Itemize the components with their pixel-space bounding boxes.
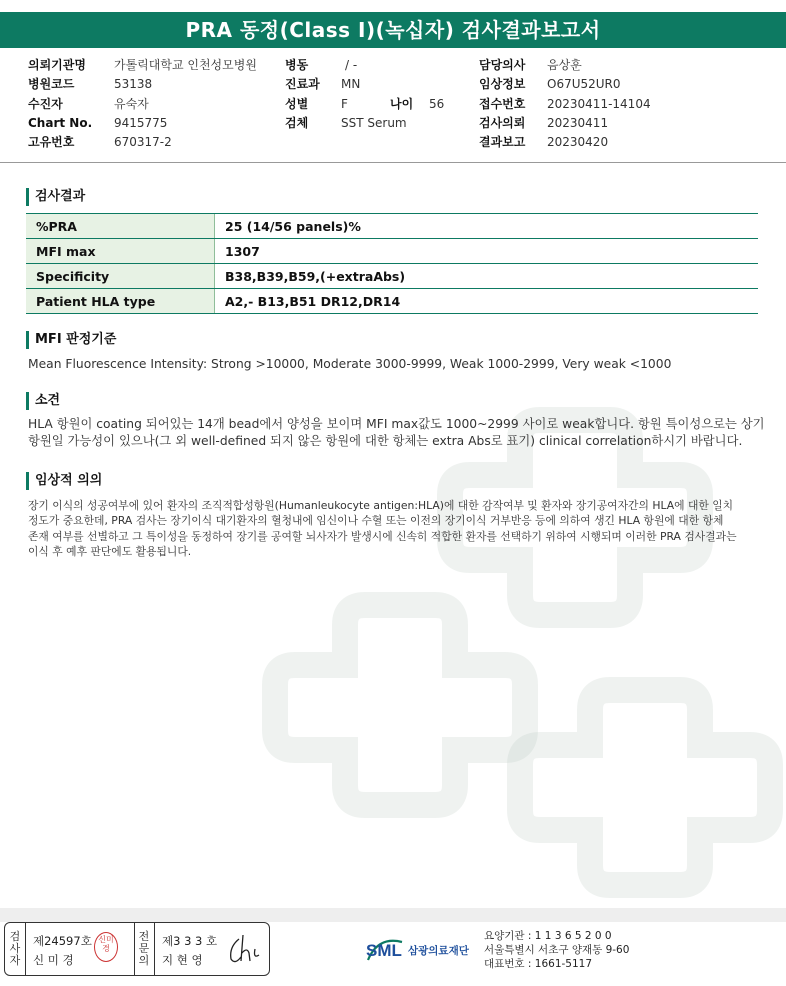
label-char: 사 — [9, 942, 21, 955]
header-value: 가톨릭대학교 인천성모병원 — [114, 58, 257, 72]
signature-box — [4, 922, 270, 976]
signature-divider — [134, 923, 135, 975]
result-value: 25 (14/56 panels)% — [215, 214, 759, 239]
footer-strip — [0, 908, 786, 922]
clinical-line: 장기 이식의 성공여부에 있어 환자의 조직적합성항원(Humanleukocyte antigen:HLA)에 대한 감작여부 및 환자와 장기공여자간의 HLA에 대한 일치 — [28, 499, 734, 512]
header-label: 임상정보 — [479, 77, 526, 92]
header-label: 의뢰기관명 — [28, 58, 86, 72]
mfi-criteria-text: Mean Fluorescence Intensity: Strong >10000, Moderate 3000-9999, Weak 1000-2999, Very weak <1000 — [28, 357, 672, 371]
header-label: Chart No. — [28, 115, 93, 130]
label-char: 검 — [9, 930, 21, 943]
header-label: 담당의사 — [479, 58, 526, 72]
header-value: 53138 — [114, 77, 153, 92]
header-label: 검체 — [285, 115, 309, 130]
section-title-mfi: MFI 판정기준 — [26, 331, 116, 349]
clinical-line: 이식 후 예후 판단에도 활용됩니다. — [28, 545, 192, 559]
seal-text: 신미경 — [98, 935, 114, 953]
result-key: MFI max — [26, 239, 215, 264]
header-label: 수진자 — [28, 96, 63, 111]
header-value: 670317-2 — [114, 135, 172, 150]
header-request-info — [479, 56, 651, 152]
reviewer-name: 지 현 영 — [162, 953, 203, 967]
header-row-clinical-info — [479, 75, 651, 94]
header-label: 결과보고 — [479, 135, 526, 150]
header-value: SST Serum — [341, 115, 407, 130]
org-phone: 대표번호 : 1661-5117 — [484, 958, 593, 970]
clinical-line: 정도가 중요한데, PRA 검사는 장기이식 대기환자의 혈청내에 임신이나 수혈 또는 이전의 장기이식 거부반응 등에 의하여 생긴 HLA 항원에 대한 항체 — [28, 514, 724, 528]
section-title-results: 검사결과 — [26, 188, 85, 206]
org-name: 삼광의료재단 — [408, 945, 469, 957]
section-title-clinical: 임상적 의의 — [26, 472, 102, 490]
header-value: 20230411 — [547, 115, 609, 130]
header-row-patient — [28, 95, 257, 114]
header-row-specimen — [285, 114, 444, 133]
opinion-line-1: HLA 항원이 coating 되어있는 14개 bead에서 양성을 보이며 MFI max값도 1000~2999 사이로 weak합니다. 항원 특이성으로는 상기 — [28, 417, 765, 431]
examiner-vertical-label — [7, 931, 23, 967]
signature-divider — [154, 923, 155, 975]
watermark-cross-bottom — [500, 670, 786, 900]
label-char: 자 — [9, 954, 21, 967]
results-table — [26, 213, 758, 314]
label-char: 의 — [138, 954, 150, 967]
opinion-line-2: 항원일 가능성이 있으나(그 외 well-defined 되지 않은 항원에 대한 항체는 extra Abs로 표기) clinical correlation하시기 바랍니다. — [28, 434, 743, 448]
signature-divider — [25, 923, 26, 975]
table-row — [26, 214, 758, 239]
header-label: 성별 — [285, 96, 309, 111]
age-value: 56 — [429, 96, 445, 111]
org-address: 서울특별시 서초구 양재동 9-60 — [484, 944, 630, 956]
report-title: PRA 동정(Class I)(녹십자) 검사결과보고서 — [0, 12, 786, 48]
header-label: 접수번호 — [479, 96, 526, 111]
header-row-sex — [285, 95, 444, 114]
header-label: 고유번호 — [28, 135, 75, 150]
header-value: O67U52UR0 — [547, 77, 621, 92]
table-row — [26, 289, 758, 314]
sml-logo — [364, 930, 482, 966]
label-char: 문 — [138, 942, 150, 955]
result-value: B38,B39,B59,(+extraAbs) — [215, 264, 759, 289]
header-value: / - — [345, 58, 358, 72]
result-value: A2,- B13,B51 DR12,DR14 — [215, 289, 759, 314]
header-patient-info — [28, 56, 257, 152]
label-char: 전 — [138, 930, 150, 943]
header-value: F — [341, 96, 348, 111]
reviewer-signature — [225, 933, 265, 967]
examiner-name: 신 미 경 — [33, 953, 74, 967]
table-row — [26, 264, 758, 289]
org-code: 요양기관 : 1 1 3 6 5 2 0 0 — [484, 930, 612, 942]
section-title-opinion: 소견 — [26, 392, 60, 410]
table-row — [26, 239, 758, 264]
header-row-ward — [285, 56, 444, 75]
header-row-doctor — [479, 56, 651, 75]
header-row-unique-no — [28, 133, 257, 152]
age-label: 나이 — [390, 96, 414, 111]
result-key: Patient HLA type — [26, 289, 215, 314]
header-value: 20230420 — [547, 135, 609, 150]
header-row-report-date — [479, 133, 651, 152]
examiner-seal — [94, 932, 118, 962]
header-value: 유숙자 — [114, 96, 149, 111]
clinical-line: 존재 여부를 선별하고 그 특이성을 동정하여 장기를 공여할 뇌사자가 발생시에 신속히 적합한 환자를 선택하기 위하여 시행되며 이러한 PRA 검사결과는 — [28, 529, 737, 543]
header-ward-info — [285, 56, 444, 133]
header-label: 병원코드 — [28, 77, 75, 92]
header-row-hospital-code — [28, 75, 257, 94]
result-value: 1307 — [215, 239, 759, 264]
result-key: Specificity — [26, 264, 215, 289]
header-label: 병동 — [285, 58, 309, 72]
header-row-chart-no — [28, 114, 257, 133]
header-label: 진료과 — [285, 77, 320, 92]
header-row-department — [285, 75, 444, 94]
result-key: %PRA — [26, 214, 215, 239]
header-row-institution — [28, 56, 257, 75]
logo-text: SML — [366, 941, 402, 960]
organization-info — [484, 929, 629, 971]
reviewer-vertical-label — [136, 931, 152, 967]
header-row-receipt-no — [479, 95, 651, 114]
header-row-request-date — [479, 114, 651, 133]
header-value: 음상훈 — [547, 58, 582, 72]
reviewer-license-no: 제3 3 3 호 — [162, 934, 218, 948]
examiner-license-no: 제24597호 — [33, 934, 92, 948]
header-label: 검사의뢰 — [479, 115, 526, 130]
clinical-text — [28, 498, 756, 560]
header-value: 9415775 — [114, 115, 168, 130]
header-value: MN — [341, 77, 361, 92]
header-separator — [0, 162, 786, 163]
header-value: 20230411-14104 — [547, 96, 651, 111]
